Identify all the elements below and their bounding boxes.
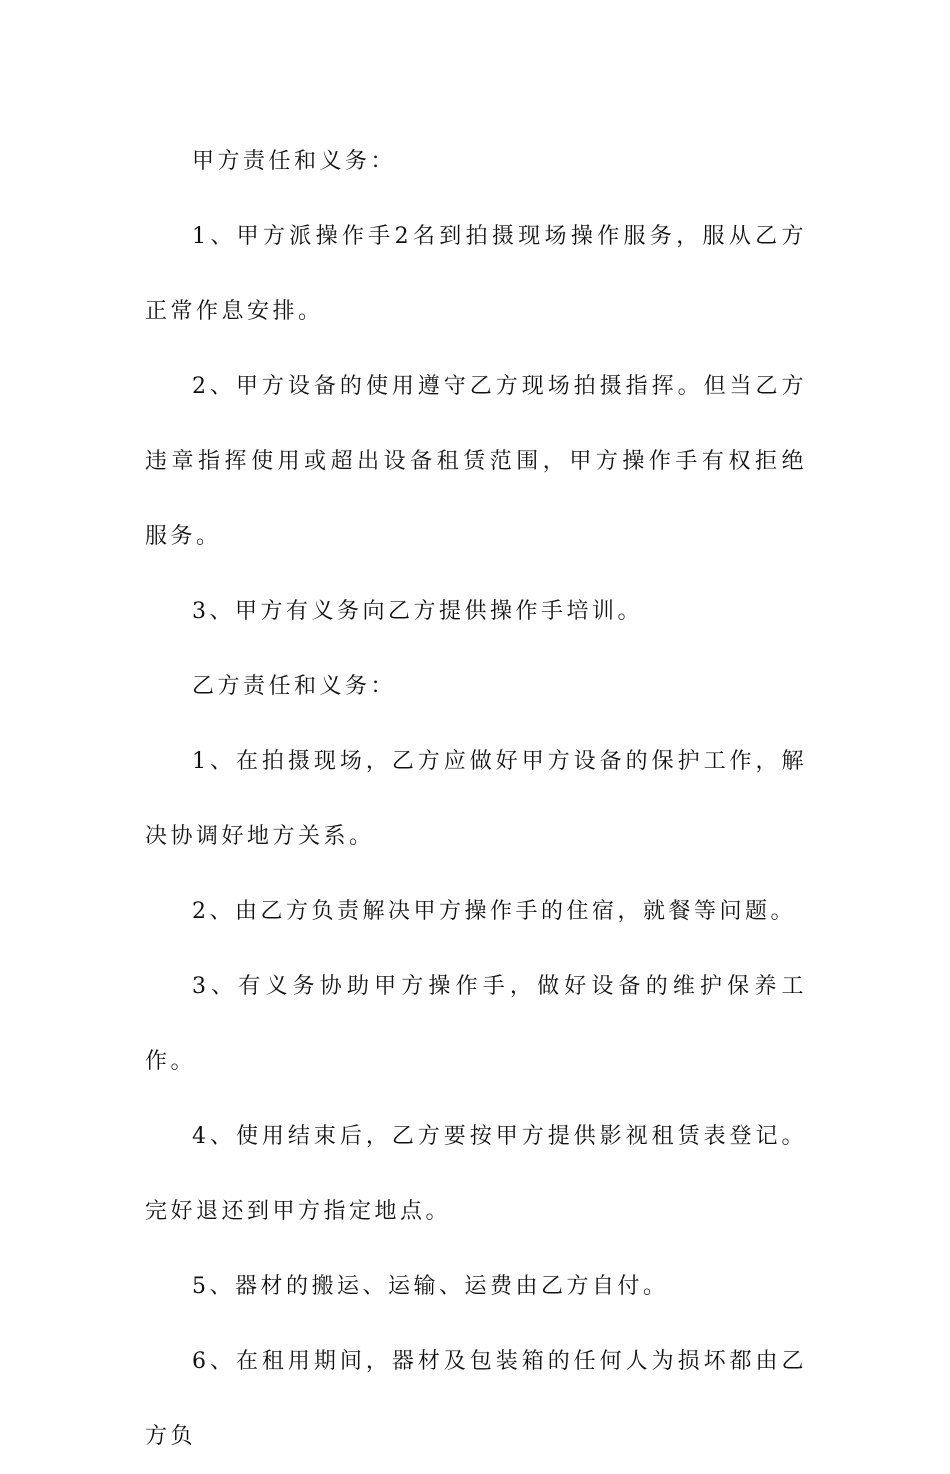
party-a-clause-3: 3、甲方有义务向乙方提供操作手培训。 bbox=[192, 599, 643, 624]
party-b-clause-6: 6、在租用期间，器材及包装箱的任何人为损坏都由乙方负 bbox=[145, 1349, 807, 1449]
party-b-clause-3: 3、有义务协助甲方操作手，做好设备的维护保养工作。 bbox=[145, 974, 807, 1074]
party-a-clause-2: 2、甲方设备的使用遵守乙方现场拍摄指挥。但当乙方违章指挥使用或超出设备租赁范围，甲方操作手有权拒绝服务。 bbox=[145, 374, 807, 549]
party-b-clause-1: 1、在拍摄现场，乙方应做好甲方设备的保护工作，解决协调好地方关系。 bbox=[145, 749, 807, 849]
party-a-clause-1: 1、甲方派操作手2名到拍摄现场操作服务，服从乙方正常作息安排。 bbox=[145, 224, 807, 324]
section-heading-party-b: 乙方责任和义务： bbox=[192, 674, 397, 699]
document-body bbox=[145, 124, 807, 1474]
party-b-clause-2: 2、由乙方负责解决甲方操作手的住宿，就餐等问题。 bbox=[192, 899, 796, 924]
section-heading-party-a: 甲方责任和义务： bbox=[192, 149, 397, 174]
party-b-clause-4: 4、使用结束后，乙方要按甲方提供影视租赁表登记。完好退还到甲方指定地点。 bbox=[145, 1124, 807, 1224]
party-b-clause-5: 5、器材的搬运、运输、运费由乙方自付。 bbox=[192, 1274, 669, 1299]
